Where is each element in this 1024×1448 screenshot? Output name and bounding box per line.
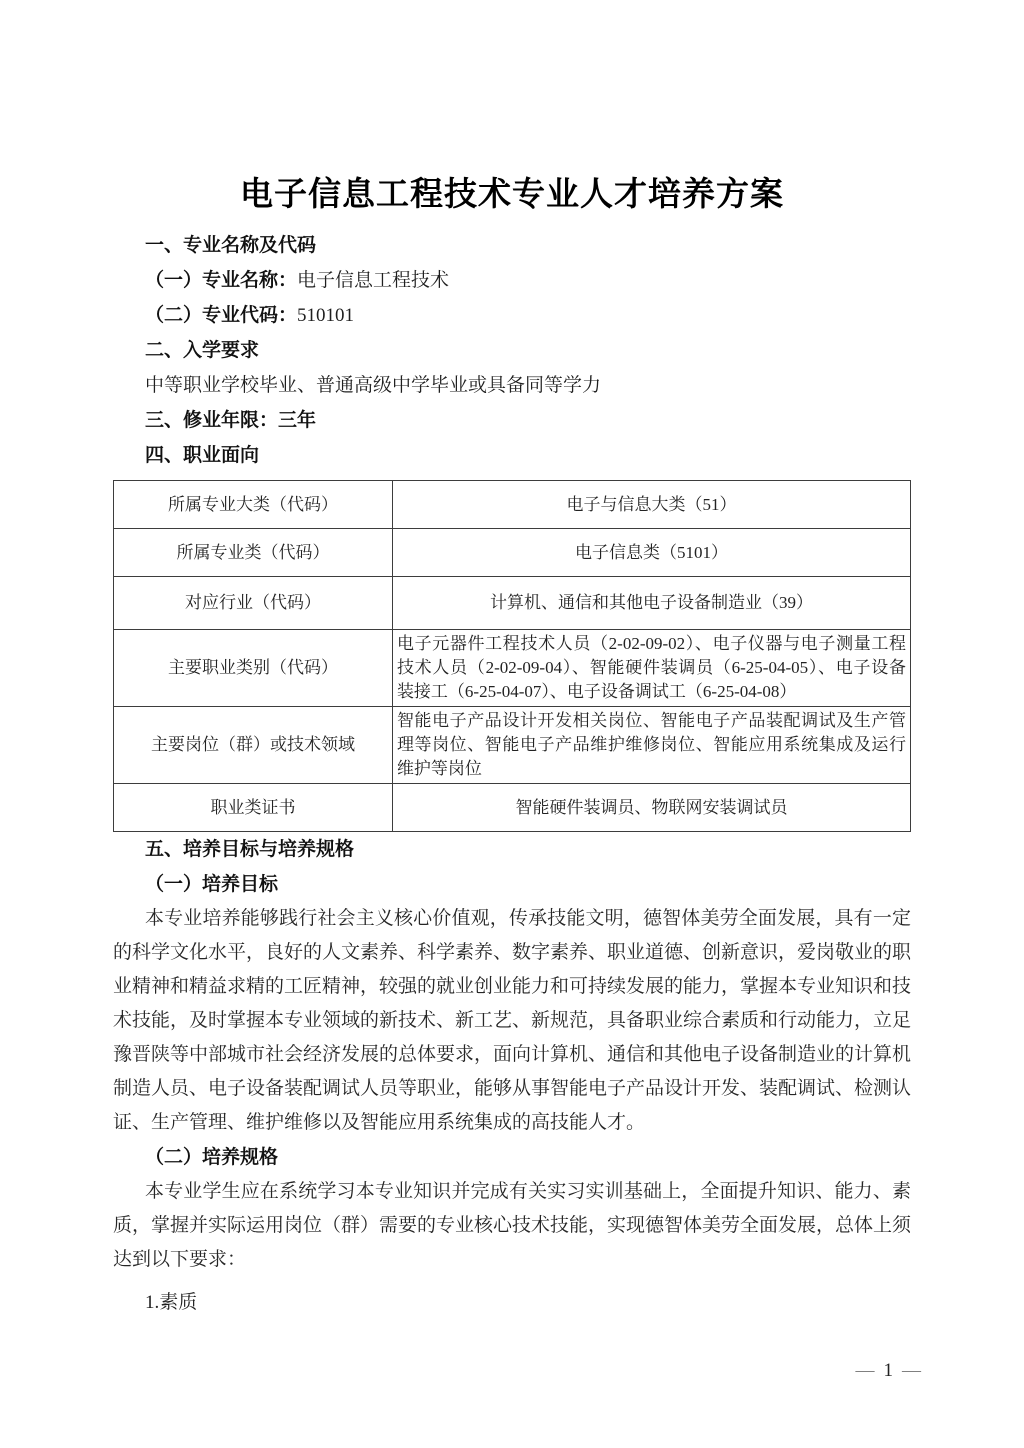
table-row-label: 所属专业大类（代码） — [114, 481, 393, 529]
page-footer — [847, 1360, 931, 1382]
table-row — [114, 707, 911, 784]
footer-dash-right: — — [902, 1360, 921, 1381]
table-row-value: 电子与信息大类（51） — [392, 481, 910, 529]
table-row-value: 智能电子产品设计开发相关岗位、智能电子产品装配调试及生产管理等岗位、智能电子产品维护维修岗位、智能应用系统集成及运行维护等岗位 — [392, 707, 910, 784]
table-row-label: 职业类证书 — [114, 784, 393, 832]
major-code-label: （二）专业代码： — [145, 305, 298, 326]
table-row-value: 电子元器件工程技术人员（2-02-09-02）、电子仪器与电子测量工程技术人员（2-02-09-04）、智能硬件装调员（6-25-04-05）、电子设备装接工（6-25-04-07）、电子设备调试工（6-25-04-08） — [392, 630, 910, 707]
footer-dash-left: — — [855, 1360, 875, 1381]
table-row — [114, 577, 911, 630]
section-3-heading: 三、修业年限：三年 — [145, 410, 317, 431]
subsection-5-2-heading: （二）培养规格 — [145, 1147, 279, 1168]
table-row-label: 主要岗位（群）或技术领域 — [114, 707, 393, 784]
major-name-value: 电子信息工程技术 — [297, 270, 450, 291]
document-title: 电子信息工程技术专业人才培养方案 — [240, 175, 784, 212]
subsection-5-1-heading: （一）培养目标 — [145, 874, 279, 895]
section-1-heading: 一、专业名称及代码 — [145, 235, 317, 256]
training-spec-paragraph: 本专业学生应在系统学习本专业知识并完成有关实习实训基础上，全面提升知识、能力、素质，掌握并实际运用岗位（群）需要的专业核心技术技能，实现德智体美劳全面发展，总体上须达到以下要求： — [113, 1181, 912, 1270]
table-row — [114, 784, 911, 832]
career-orientation-table — [113, 480, 911, 832]
table-row — [114, 481, 911, 529]
entry-requirement-text: 中等职业学校毕业、普通高级中学毕业或具备同等学力 — [145, 375, 602, 396]
major-code-value: 510101 — [297, 305, 355, 326]
table-row-value: 计算机、通信和其他电子设备制造业（39） — [392, 577, 910, 630]
training-objective-paragraph: 本专业培养能够践行社会主义核心价值观，传承技能文明，德智体美劳全面发展，具有一定的科学文化水平，良好的人文素养、科学素养、数字素养、职业道德、创新意识，爱岗敬业的职业精神和精益求精的工匠精神，较强的就业创业能力和可持续发展的能力，掌握本专业知识和技术技能，及时掌握本专业领域的新技术、新工艺、新规范，具备职业综合素质和行动能力，立足豫晋陕等中部城市社会经济发展的总体要求，面向计算机、通信和其他电子设备制造业的计算机制造人员、电子设备装配调试人员等职业，能够从事智能电子产品设计开发、装配调试、检测认证、生产管理、维护维修以及智能应用系统集成的高技能人才。 — [113, 908, 912, 1133]
table-row-label: 主要职业类别（代码） — [114, 630, 393, 707]
table-row — [114, 529, 911, 577]
table-row-value: 电子信息类（5101） — [392, 529, 910, 577]
page-number: 1 — [883, 1360, 893, 1381]
table-row-label: 所属专业类（代码） — [114, 529, 393, 577]
section-2-heading: 二、入学要求 — [145, 340, 260, 361]
major-code-line — [113, 298, 911, 333]
major-name-label: （一）专业名称： — [145, 270, 298, 291]
major-name-line — [113, 263, 911, 298]
table-row-label: 对应行业（代码） — [114, 577, 393, 630]
table-row-value: 智能硬件装调员、物联网安装调试员 — [392, 784, 910, 832]
section-4-heading: 四、职业面向 — [145, 445, 260, 466]
section-5-heading: 五、培养目标与培养规格 — [145, 839, 355, 860]
quality-list-item: 1.素质 — [145, 1292, 198, 1313]
document-content — [113, 0, 911, 1320]
table-row — [114, 630, 911, 707]
